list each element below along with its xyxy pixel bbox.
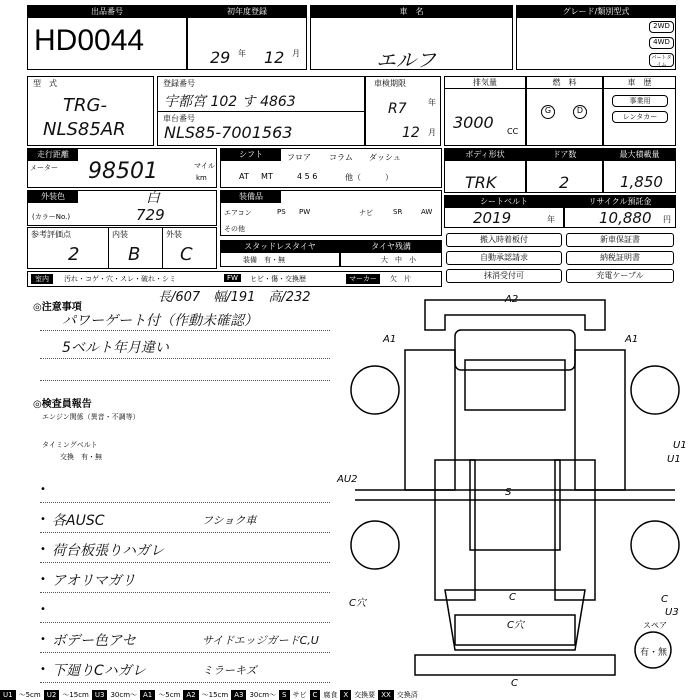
legend-desc: 交換済	[396, 691, 418, 699]
legend-desc: ～5cm	[18, 691, 41, 699]
inspection-label: 車検期限	[374, 79, 406, 88]
car-name-value: エルフ	[376, 48, 436, 72]
grade-box	[516, 5, 676, 70]
legend-desc: 30cm～	[110, 691, 138, 699]
notes-label: ◎注意事項	[33, 302, 82, 313]
doors-label: ドア数	[527, 149, 602, 161]
studless-opts: 装備 有・無	[243, 256, 285, 264]
first-reg-month: 12	[264, 48, 285, 67]
report-timing: タイミングベルト	[42, 441, 98, 449]
tire-box	[340, 240, 442, 267]
seatbelt-box	[444, 195, 564, 228]
remark-left: 各AUSC	[52, 513, 105, 529]
legend-code: S	[279, 690, 289, 700]
diag-s: S	[505, 487, 512, 498]
inspection-month: 12	[402, 125, 420, 141]
recycle-value: 10,880	[599, 209, 652, 227]
lot-number-box	[27, 5, 187, 70]
mileage-box	[27, 148, 217, 188]
scores-box	[27, 227, 217, 269]
remark-rule	[40, 622, 330, 623]
fuel-d: D	[573, 105, 587, 119]
remark-rule	[40, 592, 330, 593]
first-reg-month-unit: 月	[292, 49, 300, 58]
legend-code: A1	[140, 690, 155, 700]
model-label: 型 式	[33, 79, 57, 88]
usage-box	[603, 76, 676, 146]
diag-c-mid: C	[509, 592, 516, 603]
studless-label: スタッドレスタイヤ	[221, 241, 339, 253]
shift-other: 他（ ）	[345, 173, 393, 182]
diag-a1-left: A1	[383, 334, 397, 345]
drive-pad: パートタイム	[649, 53, 674, 67]
mileage-unit-mile: マイル	[194, 162, 215, 170]
interior-row-items: 汚れ・コゲ・穴・スレ・破れ・シミ	[64, 275, 176, 283]
equipment-box	[220, 190, 442, 236]
model-line1: TRG-	[63, 95, 107, 116]
recycle-unit: 円	[663, 215, 671, 224]
usage-business: 事業用	[612, 95, 668, 107]
remark-bullet: •	[40, 664, 46, 675]
interior-label: 内装	[112, 230, 128, 239]
notes-rule-2	[40, 358, 330, 359]
legend-desc: 交換要	[354, 691, 376, 699]
equip-pw: PW	[299, 208, 311, 216]
inspection-month-unit: 月	[428, 128, 436, 137]
shift-gears: 4 5 6	[297, 172, 318, 181]
first-reg-label: 初年度登録	[188, 6, 306, 18]
displacement-unit: CC	[507, 127, 519, 136]
equip-aw: AW	[421, 208, 433, 216]
fuel-g: G	[541, 105, 555, 119]
remark-rule	[40, 502, 330, 503]
scores-value: 2	[68, 244, 80, 265]
displacement-box	[444, 76, 526, 146]
inspection-box	[365, 76, 441, 146]
tire-opts: 大 中 小	[381, 256, 416, 264]
body-type-label: ボディ形状	[445, 149, 525, 161]
diag-spare: スペア	[643, 621, 667, 630]
shift-at: AT	[239, 172, 249, 181]
remark-rule	[40, 682, 330, 683]
vehicle-diagram	[335, 290, 695, 690]
legend-code: A2	[183, 690, 198, 700]
doc-a: 搬入時着板付	[446, 233, 562, 247]
interior-row-mark-opts: 欠 片	[390, 275, 411, 283]
model-line2: NLS85AR	[43, 119, 126, 140]
diag-c-center: C穴	[507, 620, 524, 631]
shift-box	[220, 148, 442, 188]
fuel-box	[526, 76, 603, 146]
lot-number-label: 出品番号	[28, 6, 186, 18]
equip-other: その他	[224, 225, 245, 233]
legend-desc: ～15cm	[201, 691, 229, 699]
diag-a2-top: A2	[505, 294, 519, 305]
legend-code: A3	[231, 690, 246, 700]
exterior-value: C	[180, 244, 193, 265]
legend-desc: ～15cm	[62, 691, 89, 699]
color-code: 729	[136, 206, 165, 224]
seatbelt-label: シートベルト	[445, 196, 563, 208]
interior-row-label: 室内	[31, 274, 53, 284]
tire-label: タイヤ残溝	[341, 241, 441, 253]
first-reg-box	[187, 5, 307, 70]
remark-right: フショク車	[202, 514, 257, 527]
doc-e: 納税証明書	[566, 251, 674, 265]
notes-line2: 5ベルト年月違い	[62, 340, 169, 356]
diag-c-bottom: C	[511, 678, 518, 689]
interior-row-fw-opts: ヒビ・傷・交換歴	[250, 275, 306, 283]
doors-value: 2	[559, 173, 570, 192]
reg-number-value: 宇都宮 102 す 4863	[164, 94, 296, 110]
car-name-box	[310, 5, 513, 70]
diag-a1-right: A1	[625, 334, 639, 345]
first-reg-year: 29	[210, 48, 231, 67]
remark-left: 下廻りCハガレ	[52, 663, 146, 679]
remark-bullet: •	[40, 604, 46, 615]
diag-c-right: C	[661, 594, 668, 605]
equip-ps: PS	[277, 208, 286, 216]
notes-line1: パワーゲート付（作動未確認）	[62, 313, 258, 329]
legend-code: U2	[44, 690, 60, 700]
exterior-label: 外装	[166, 230, 182, 239]
legend-code: XX	[378, 690, 394, 700]
studless-box	[220, 240, 340, 267]
doc-f: 充電ケーブル	[566, 269, 674, 283]
color-sub: (カラーNo.)	[32, 213, 71, 221]
doc-c: 抹消受付可	[446, 269, 562, 283]
diag-u3: U3	[665, 607, 679, 618]
body-type-box	[444, 148, 526, 193]
remark-left: 荷台板張りハガレ	[52, 543, 164, 559]
inspection-year-unit: 年	[428, 98, 436, 107]
fuel-label: 燃 料	[527, 77, 602, 89]
legend-code: X	[340, 690, 351, 700]
dimensions-value: 長/607 幅/191 高/232	[158, 290, 311, 305]
car-name-label: 車 名	[311, 6, 512, 18]
usage-label: 車 歴	[604, 77, 675, 89]
notes-rule-1	[40, 330, 330, 331]
shift-floor: フロア	[287, 153, 311, 162]
color-value: 白	[146, 190, 160, 206]
shift-column: コラム	[329, 153, 353, 162]
first-reg-year-unit: 年	[238, 49, 246, 58]
doc-b: 自動承認請求	[446, 251, 562, 265]
remark-rule	[40, 562, 330, 563]
load-label: 最大積載量	[604, 149, 675, 161]
diag-u1: U1	[673, 440, 687, 451]
displacement-value: 3000	[453, 113, 494, 132]
body-type-value: TRK	[465, 173, 497, 192]
equip-nav: ナビ	[359, 209, 373, 217]
legend-code: U1	[0, 690, 16, 700]
seatbelt-value: 2019	[473, 209, 512, 227]
reg-number-label: 登録番号	[163, 79, 195, 88]
damage-legend	[0, 690, 700, 700]
drive-2wd: 2WD	[649, 21, 674, 33]
remark-rule	[40, 532, 330, 533]
color-label: 外装色	[28, 191, 78, 203]
diag-c-left: C穴	[349, 598, 366, 609]
equipment-label: 装備品	[221, 191, 281, 203]
model-box	[27, 76, 154, 146]
diag-au2: AU2	[337, 474, 358, 485]
seatbelt-unit: 年	[547, 215, 555, 224]
chassis-value: NLS85-7001563	[164, 123, 293, 142]
report-label: ◎検査員報告	[33, 399, 92, 410]
remark-bullet: •	[40, 544, 46, 555]
equip-sr: SR	[393, 208, 403, 216]
equip-ac: エアコン	[224, 209, 252, 217]
shift-mt: MT	[261, 172, 273, 181]
diag-spare-val: 有・無	[640, 648, 668, 658]
remark-bullet: •	[40, 574, 46, 585]
displacement-label: 排気量	[445, 77, 525, 89]
remark-bullet: •	[40, 484, 46, 495]
doors-box	[526, 148, 603, 193]
legend-desc: 腐食	[323, 691, 338, 699]
usage-rental: レンタカー	[612, 111, 668, 123]
report-swap: 交換 有・無	[60, 453, 102, 461]
legend-desc: ～5cm	[158, 691, 181, 699]
interior-row	[27, 271, 442, 287]
notes-rule-3	[40, 380, 330, 381]
interior-row-mark: マーカー	[346, 274, 380, 284]
recycle-box	[564, 195, 676, 228]
chassis-label: 車台番号	[163, 114, 195, 123]
lot-number-value: HD0044	[34, 24, 145, 57]
remark-right: ミラーキズ	[202, 664, 257, 677]
report-engine: エンジン関係（異音・不調等）	[42, 413, 140, 421]
inspection-year: R7	[388, 101, 407, 117]
interior-row-fw: FW	[224, 274, 241, 282]
diag-u1b: U1	[667, 454, 681, 465]
shift-dash: ダッシュ	[369, 153, 401, 162]
reg-number-box	[157, 76, 365, 146]
grade-label: グレード/類別型式	[517, 6, 675, 18]
scores-label: 参考評価点	[31, 230, 71, 239]
mileage-label: 走行距離	[28, 149, 78, 161]
mileage-value: 98501	[88, 159, 158, 184]
load-box	[603, 148, 676, 193]
remark-left: アオリマガリ	[52, 573, 136, 589]
load-value: 1,850	[620, 173, 663, 191]
shift-label: シフト	[221, 149, 281, 161]
legend-code: C	[310, 690, 321, 700]
mileage-meter: メーター	[30, 164, 58, 172]
legend-desc: サビ	[292, 691, 307, 699]
drive-4wd: 4WD	[649, 37, 674, 49]
remark-rule	[40, 652, 330, 653]
interior-value: B	[128, 244, 141, 265]
doc-d: 新車保証書	[566, 233, 674, 247]
legend-desc: 30cm～	[249, 691, 277, 699]
remark-bullet: •	[40, 514, 46, 525]
recycle-label: リサイクル預託金	[565, 196, 675, 208]
remark-left: ボデー色アセ	[52, 633, 136, 649]
mileage-unit-km: km	[196, 174, 207, 182]
remark-right: サイドエッジガードC,U	[202, 634, 319, 647]
remark-bullet: •	[40, 634, 46, 645]
color-box	[27, 190, 217, 226]
legend-code: U3	[92, 690, 108, 700]
